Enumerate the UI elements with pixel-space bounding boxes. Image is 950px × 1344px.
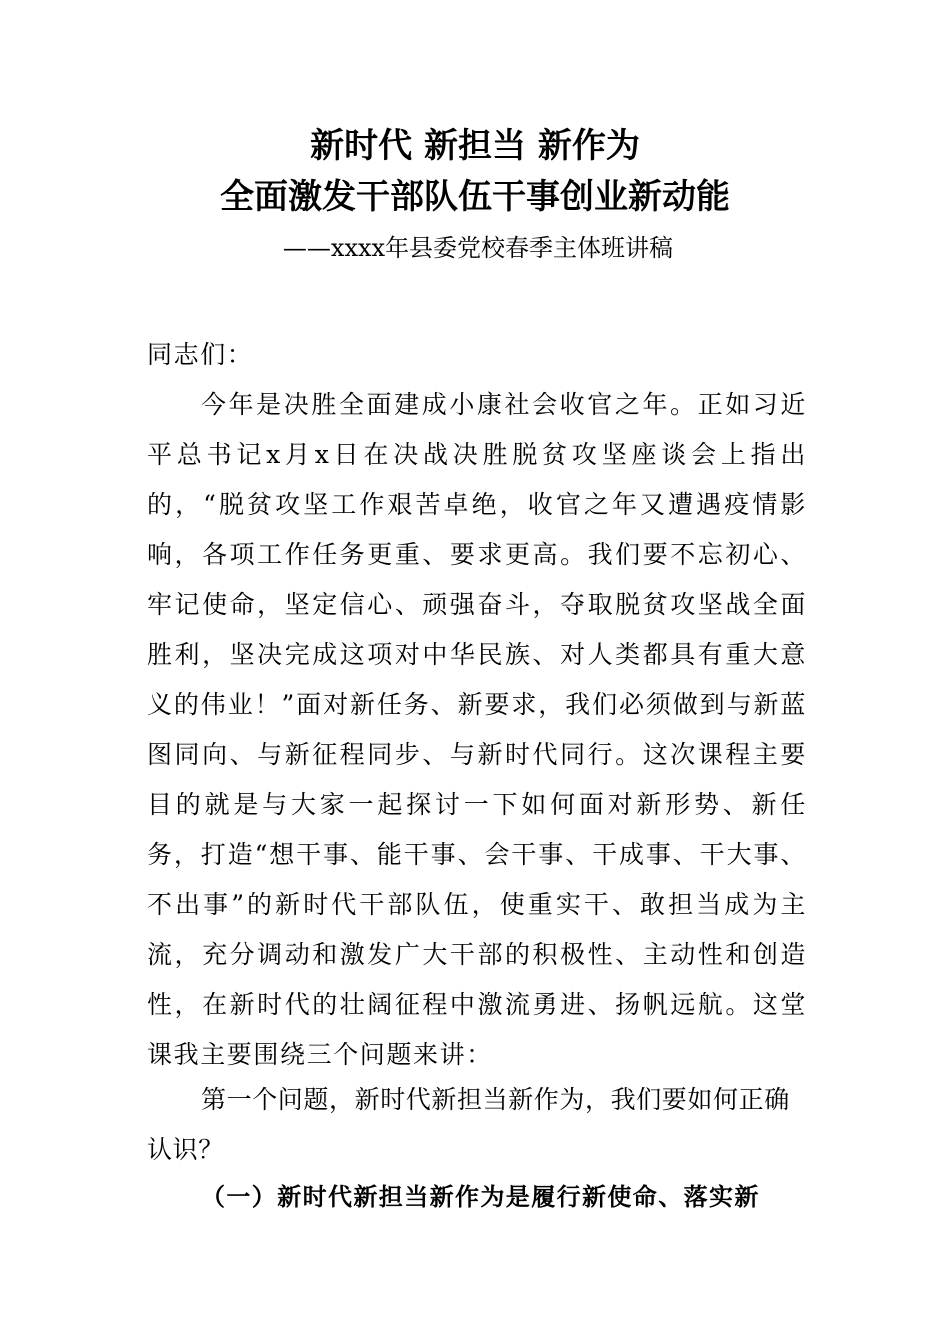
subsection-heading: （一）新时代新担当新作为是履行新使命、落实新 [201, 1182, 760, 1211]
title-line-2: 全面激发干部队伍干事创业新动能 [220, 177, 730, 217]
title-line-1: 新时代 新担当 新作为 [310, 126, 640, 166]
salutation: 同志们： [147, 340, 254, 369]
question-heading: 第一个问题，新时代新担当新作为，我们要如何正确认识？ [147, 1085, 790, 1164]
subtitle: ——xxxx年县委党校春季主体班讲稿 [282, 234, 674, 262]
body-paragraph: 今年是决胜全面建成小康社会收官之年。正如习近平总书记x月x日在决战决胜脱贫攻坚座谈会上指出的，“脱贫攻坚工作艰苦卓绝，收官之年又遭遇疫情影响，各项工作任务更重、要求更高。我们要不忘初心、牢记使命，坚定信心、顽强奋斗，夺取脱贫攻坚战全面胜利，坚决完成这项对中华民族、对人类都具有重大意义的伟业！”面对新任务、新要求，我们必须做到与新蓝图同向、与新征程同步、与新时代同行。这次课程主要目的就是与大家一起探讨一下如何面对新形势、新任务，打造“想干事、能干事、会干事、干成事、干大事、不出事”的新时代干部队伍，使重实干、敢担当成为主流，充分调动和激发广大干部的积极性、主动性和创造性，在新时代的壮阔征程中激流勇进、扬帆远航。这堂课我主要围绕三个问题来讲： [147, 390, 807, 1069]
